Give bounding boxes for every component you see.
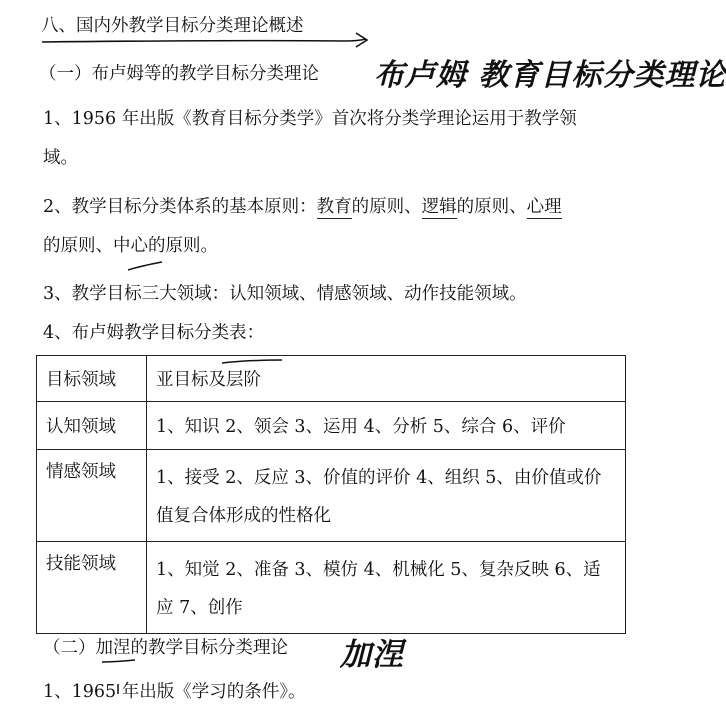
handwritten-note-gagne: 加涅 xyxy=(340,637,404,673)
row-levels-affective: 1、接受 2、反应 3、价值的评价 4、组织 5、由价值或价值复合体形成的性格化 xyxy=(147,450,626,542)
arrow-head-mark xyxy=(356,33,367,47)
center-tick-mark xyxy=(128,262,162,270)
paragraph-2 xyxy=(43,195,562,219)
table-header-row xyxy=(37,356,626,402)
paragraph-3: 3、教学目标三大领域：认知领域、情感领域、动作技能领域。 xyxy=(43,284,527,304)
p2-underlined-logic: 逻辑 xyxy=(421,197,457,217)
row-domain-affective: 情感领域 xyxy=(37,450,147,542)
p2-center: 中心 xyxy=(113,236,148,256)
row-domain-psychomotor: 技能领域 xyxy=(37,542,147,634)
paragraph-1-cont: 域。 xyxy=(43,148,78,168)
handwritten-note-bloom: 布卢姆 教育目标分类理论 xyxy=(374,58,726,93)
row-levels-psychomotor: 1、知觉 2、准备 3、模仿 4、机械化 5、复杂反映 6、适应 7、创作 xyxy=(147,542,626,634)
header-levels: 亚目标及层阶 xyxy=(147,356,626,402)
p2-cont-b: 的原则。 xyxy=(148,236,218,256)
table-row xyxy=(37,542,626,634)
p2-text-a: 的原则、 xyxy=(351,197,422,217)
table-row xyxy=(37,450,626,542)
heading-underline-mark xyxy=(42,39,366,42)
row-levels-cognitive: 1、知识 2、领会 3、运用 4、分析 5、综合 6、评价 xyxy=(147,402,626,450)
header-domain: 目标领域 xyxy=(37,356,147,402)
subsection-1-title: （一）布卢姆等的教学目标分类理论 xyxy=(39,64,319,84)
paragraph-2-cont xyxy=(43,234,218,258)
row-domain-cognitive: 认知领域 xyxy=(37,402,147,450)
p2-text-b: 的原则、 xyxy=(456,197,527,217)
paragraph-5: 1、1965 年出版《学习的条件》。 xyxy=(43,682,306,702)
sub2-underline-mark xyxy=(102,660,135,662)
paragraph-4: 4、布卢姆教学目标分类表： xyxy=(43,323,265,343)
section-heading: 八、国内外教学目标分类理论概述 xyxy=(41,16,304,36)
bloom-taxonomy-table xyxy=(36,355,626,634)
p2-prefix: 2、教学目标分类体系的基本原则： xyxy=(43,197,317,217)
p2-underlined-psychology: 心理 xyxy=(526,197,562,217)
table-row xyxy=(37,402,626,450)
p2-underlined-education: 教育 xyxy=(316,197,352,217)
subsection-2-title: （二）加涅的教学目标分类理论 xyxy=(43,638,288,658)
p2-cont-a: 的原则、 xyxy=(43,236,113,256)
paragraph-1: 1、1956 年出版《教育目标分类学》首次将分类学理论运用于教学领 xyxy=(43,109,577,129)
